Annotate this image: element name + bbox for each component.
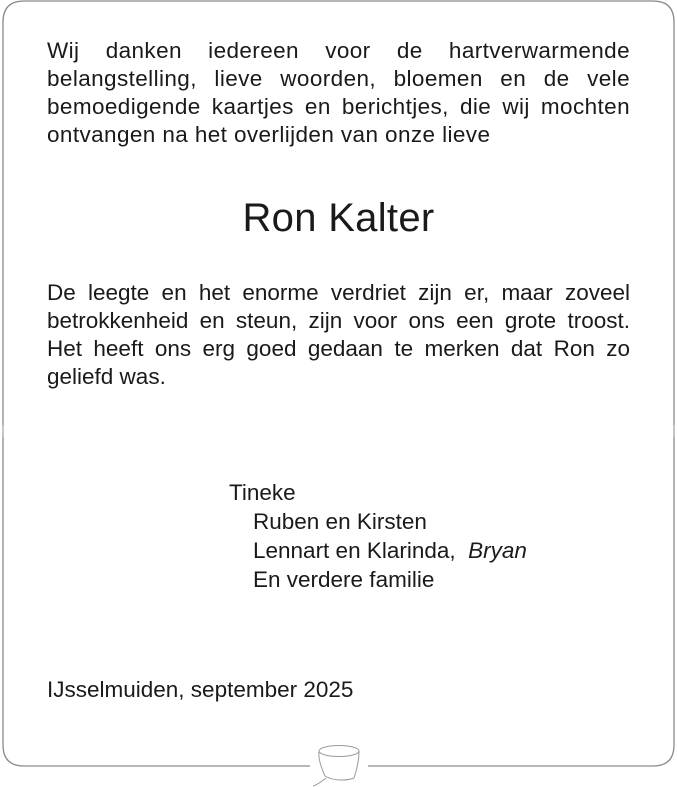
deceased-name: Ron Kalter bbox=[242, 196, 435, 240]
signature-line: Tineke bbox=[229, 480, 296, 505]
signature-line bbox=[229, 536, 527, 565]
signature-line: Ruben en Kirsten bbox=[253, 509, 427, 534]
signature-line: En verdere familie bbox=[253, 567, 435, 592]
signature-italic-name: Bryan bbox=[468, 538, 527, 563]
signature-names: Lennart en Klarinda, bbox=[253, 538, 456, 563]
message-paragraph: De leegte en het enorme verdriet zijn er, maar zoveel betrokkenheid en steun, zijn voor ons een grote troost. Het heeft ons erg goed gedaan te merken dat Ron zo geliefd was. bbox=[47, 280, 630, 389]
candle-ornament-icon bbox=[313, 746, 359, 787]
place-and-date: IJsselmuiden, september 2025 bbox=[47, 677, 354, 702]
thank-you-paragraph: Wij danken iedereen voor de hartverwarmende belangstelling, lieve woorden, bloemen en de vele bemoedigende kaartjes en berichtjes, die wij mochten ontvangen na het overlijden van onze lieve bbox=[47, 38, 630, 147]
signatures-block bbox=[229, 478, 527, 594]
